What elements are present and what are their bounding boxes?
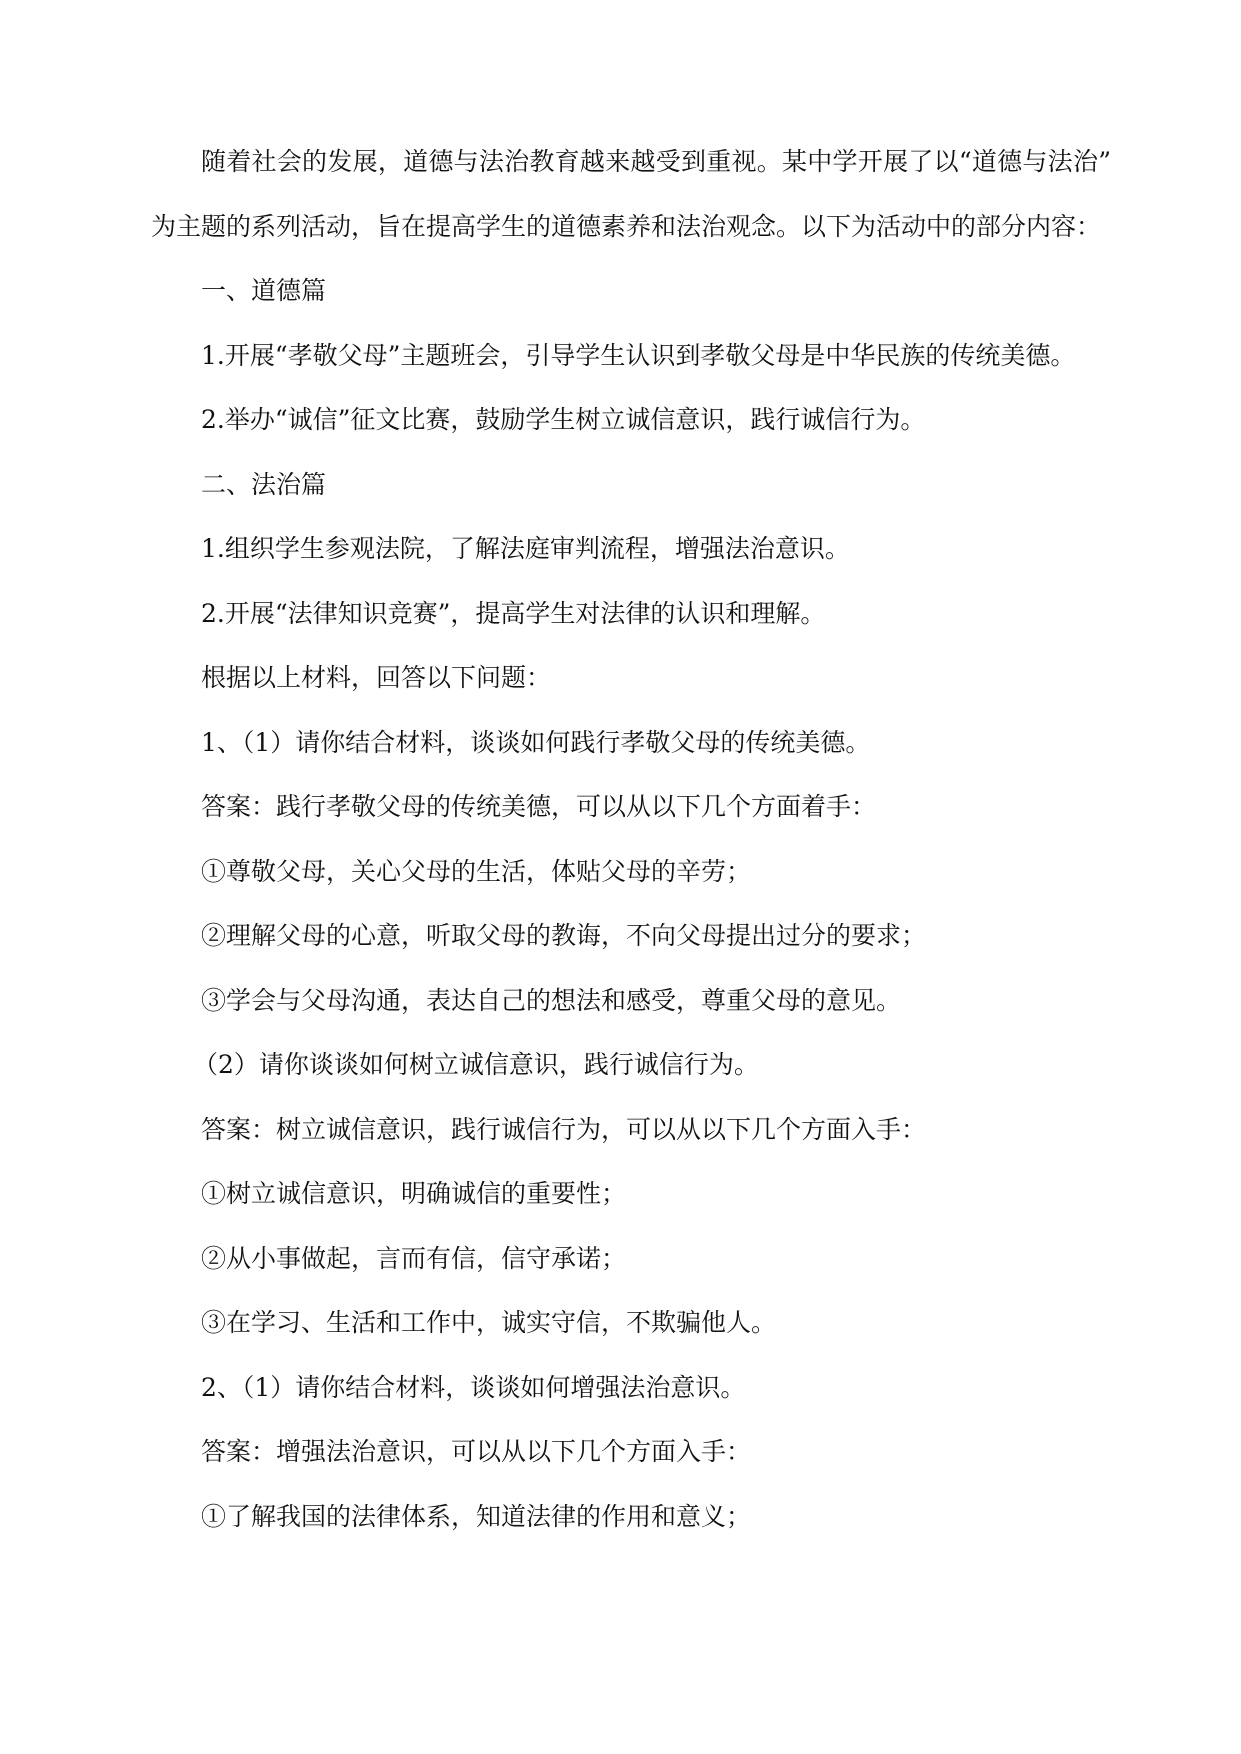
- question-prompt: 根据以上材料，回答以下问题：: [201, 663, 552, 692]
- answer-point: ①树立诚信意识，明确诚信的重要性；: [201, 1179, 627, 1208]
- intro-line-1: 随着社会的发展，道德与法治教育越来越受到重视。某中学开展了以“道德与法治”: [201, 147, 1111, 176]
- answer-point: ③在学习、生活和工作中，诚实守信，不欺骗他人。: [201, 1308, 777, 1337]
- list-item: 1.开展“孝敬父母”主题班会，引导学生认识到孝敬父母是中华民族的传统美德。: [201, 340, 1076, 370]
- document-body: [151, 140, 1111, 1559]
- question-1-1: 1、（1）请你结合材料，谈谈如何践行孝敬父母的传统美德。: [201, 727, 871, 757]
- answer-1-2-intro: 答案：树立诚信意识，践行诚信行为，可以从以下几个方面入手：: [201, 1114, 927, 1144]
- question-2-1: 2、（1）请你结合材料，谈谈如何增强法治意识。: [201, 1372, 746, 1402]
- answer-point: ②理解父母的心意，听取父母的教诲，不向父母提出过分的要求；: [201, 921, 927, 950]
- list-item: 2.举办“诚信”征文比赛，鼓励学生树立诚信意识，践行诚信行为。: [201, 405, 926, 434]
- section-law-heading: 二、法治篇: [201, 469, 327, 499]
- answer-point: ①了解我国的法律体系，知道法律的作用和意义；: [201, 1501, 752, 1531]
- answer-point: ③学会与父母沟通，表达自己的想法和感受，尊重父母的意见。: [201, 985, 902, 1015]
- list-item: 1.组织学生参观法院，了解法庭审判流程，增强法治意识。: [201, 534, 850, 563]
- answer-point: ②从小事做起，言而有信，信守承诺；: [201, 1243, 627, 1273]
- answer-point: ①尊敬父母，关心父母的生活，体贴父母的辛劳；: [201, 856, 752, 886]
- answer-2-1-intro: 答案：增强法治意识，可以从以下几个方面入手：: [201, 1437, 752, 1466]
- question-1-2: （2）请你谈谈如何树立诚信意识，践行诚信行为。: [193, 1050, 759, 1079]
- intro-line-2: 为主题的系列活动，旨在提高学生的道德素养和法治观念。以下为活动中的部分内容：: [151, 211, 1102, 241]
- answer-1-1-intro: 答案：践行孝敬父母的传统美德，可以从以下几个方面着手：: [201, 792, 877, 821]
- section-moral-heading: 一、道德篇: [201, 276, 327, 305]
- list-item: 2.开展“法律知识竞赛”，提高学生对法律的认识和理解。: [201, 598, 826, 628]
